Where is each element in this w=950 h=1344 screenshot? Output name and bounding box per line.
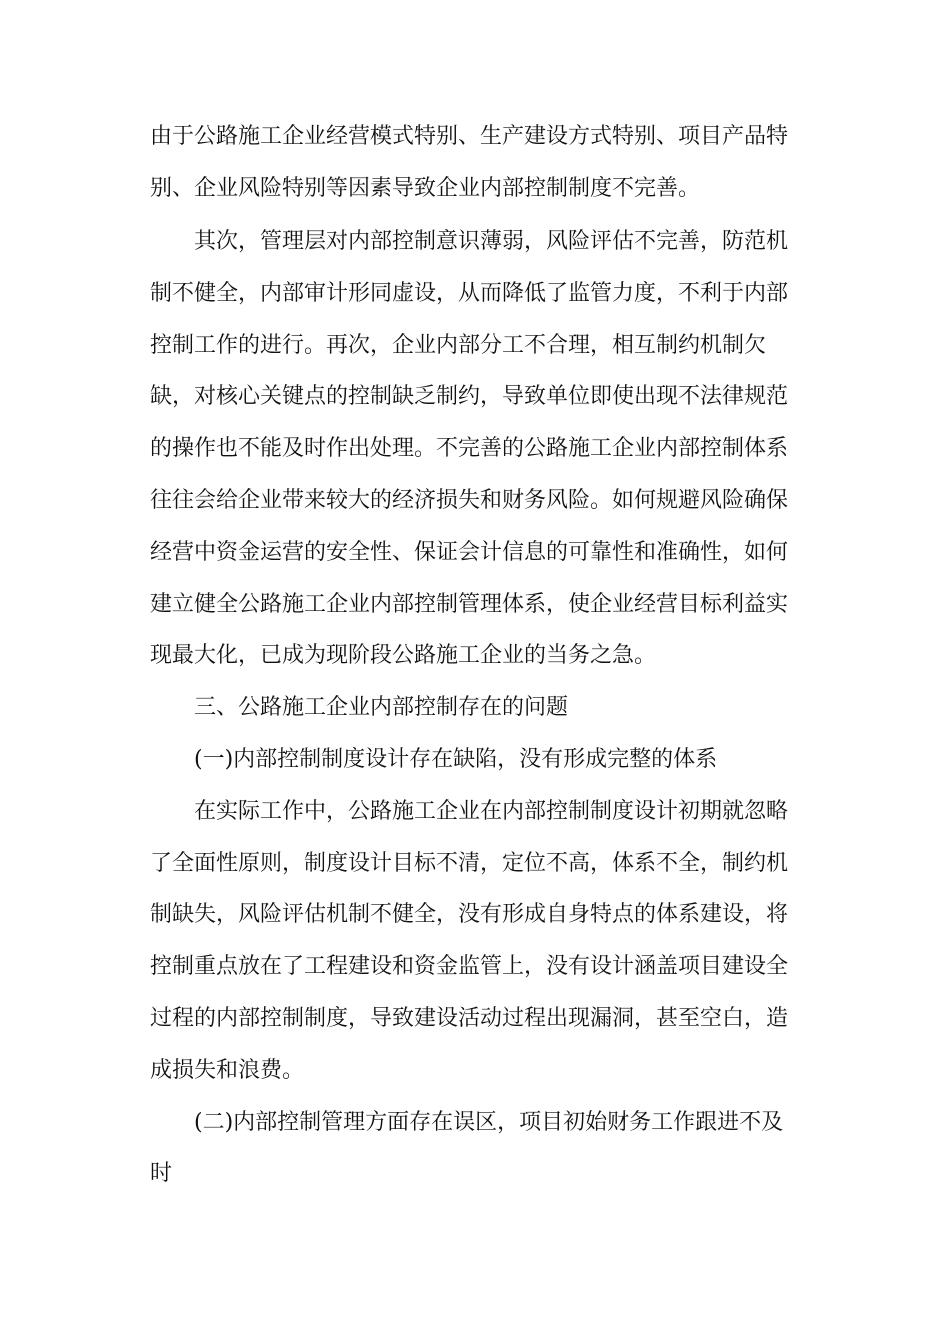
text-line: 其次，管理层对内部控制意识薄弱，风险评估不完善，防范机: [194, 229, 789, 254]
text-line: 在实际工作中，公路施工企业在内部控制制度设计初期就忽略: [194, 799, 789, 824]
text-line: 别、企业风险特别等因素导致企业内部控制制度不完善。: [150, 176, 701, 201]
text-line: 往往会给企业带来较大的经济损失和财务风险。如何规避风险确保: [150, 488, 789, 513]
text-line: 过程的内部控制制度，导致建设活动过程出现漏洞，甚至空白，造: [150, 1006, 789, 1031]
text-line: 现最大化，已成为现阶段公路施工企业的当务之急。: [150, 643, 657, 668]
text-line: 建立健全公路施工企业内部控制管理体系，使企业经营目标利益实: [150, 592, 789, 617]
text-line: 制不健全，内部审计形同虚设，从而降低了监管力度，不利于内部: [150, 281, 789, 306]
text-line: 控制工作的进行。再次，企业内部分工不合理，相互制约机制欠: [150, 333, 767, 358]
text-line: 制缺失，风险评估机制不健全，没有形成自身特点的体系建设，将: [150, 902, 789, 927]
text-line: 的操作也不能及时作出处理。不完善的公路施工企业内部控制体系: [150, 436, 789, 461]
text-line: 由于公路施工企业经营模式特别、生产建设方式特别、项目产品特: [150, 124, 789, 149]
text-line: 控制重点放在了工程建设和资金监管上，没有设计涵盖项目建设全: [150, 954, 789, 979]
text-line: 缺，对核心关键点的控制缺乏制约，导致单位即使出现不法律规范: [150, 384, 789, 409]
section-heading: 三、公路施工企业内部控制存在的问题: [194, 695, 569, 720]
text-line: 经营中资金运营的安全性、保证会计信息的可靠性和准确性，如何: [150, 540, 789, 565]
text-line: 了全面性原则，制度设计目标不清，定位不高，体系不全，制约机: [150, 851, 789, 876]
text-line: 成损失和浪费。: [150, 1058, 305, 1083]
subsection-heading: (一)内部控制制度设计存在缺陷，没有形成完整的体系: [194, 747, 718, 772]
subsection-heading-continued: 时: [150, 1161, 173, 1186]
subsection-heading: (二)内部控制管理方面存在误区，项目初始财务工作跟进不及: [194, 1110, 784, 1135]
